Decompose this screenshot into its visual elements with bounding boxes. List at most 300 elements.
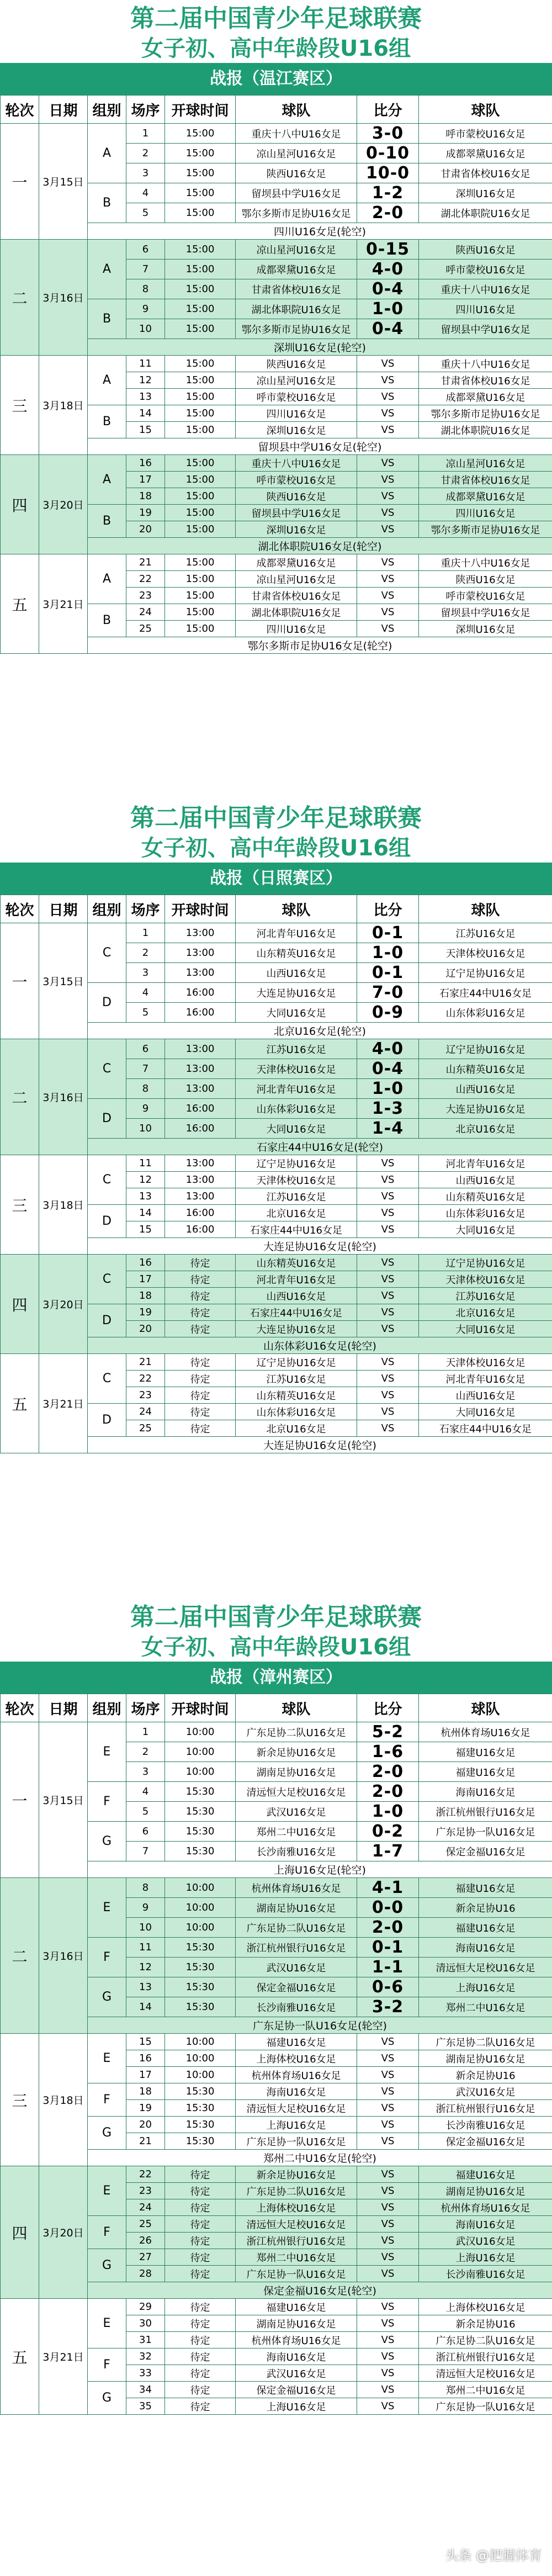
match-row [1, 1354, 552, 1371]
home-team-cell: 凉山星河U16女足 [236, 571, 357, 588]
round-cell: 五 [1, 2299, 39, 2415]
league-title: 第二届中国青少年足球联赛 [130, 1603, 422, 1631]
home-team-cell: 石家庄44中U16女足 [236, 1304, 357, 1321]
away-team-cell: 湖南足协U16女足 [419, 2050, 552, 2067]
column-header: 组别 [88, 96, 126, 124]
score-cell: VS [357, 521, 419, 538]
match-number-cell: 33 [126, 2365, 165, 2382]
match-number-cell: 23 [126, 2183, 165, 2199]
score-cell: VS [357, 1288, 419, 1304]
match-number-cell: 25 [126, 621, 165, 637]
away-team-cell: 河北青年U16女足 [419, 1371, 552, 1387]
home-team-cell: 呼市蒙校U16女足 [236, 472, 357, 488]
home-team-cell: 河北青年U16女足 [236, 923, 357, 943]
league-title: 第二届中国青少年足球联赛 [130, 804, 422, 832]
away-team-cell: 天津体校U16女足 [419, 1354, 552, 1371]
column-header: 轮次 [1, 895, 39, 923]
group-cell: B [88, 183, 126, 223]
kickoff-time-cell: 16:00 [165, 1099, 236, 1119]
away-team-cell: 成都翠黛U16女足 [419, 389, 552, 405]
kickoff-time-cell: 15:00 [165, 604, 236, 621]
home-team-cell: 深圳U16女足 [236, 521, 357, 538]
home-team-cell: 甘肃省体校U16女足 [236, 588, 357, 604]
score-cell: VS [357, 2100, 419, 2117]
match-number-cell: 4 [126, 983, 165, 1003]
score-cell: 1-2 [357, 183, 419, 203]
away-team-cell: 保定金福U16女足 [419, 1842, 552, 1861]
match-number-cell: 7 [126, 260, 165, 279]
date-cell: 3月15日 [39, 923, 88, 1039]
kickoff-time-cell: 待定 [165, 2299, 236, 2315]
match-number-cell: 25 [126, 1420, 165, 1437]
home-team-cell: 四川U16女足 [236, 621, 357, 637]
home-team-cell: 山东精英U16女足 [236, 1255, 357, 1271]
match-number-cell: 3 [126, 1762, 165, 1782]
kickoff-time-cell: 15:30 [165, 1997, 236, 2017]
away-team-cell: 杭州体育场U16女足 [419, 2199, 552, 2216]
round-cell: 二 [1, 1878, 39, 2034]
report-section [0, 1599, 552, 2415]
bye-team-cell: 大连足协U16女足(轮空) [88, 1437, 552, 1453]
home-team-cell: 北京U16女足 [236, 1205, 357, 1221]
kickoff-time-cell: 待定 [165, 1420, 236, 1437]
away-team-cell: 深圳U16女足 [419, 183, 552, 203]
away-team-cell: 武汉U16女足 [419, 2233, 552, 2249]
score-cell: 0-0 [357, 1898, 419, 1918]
score-cell: VS [357, 422, 419, 438]
match-number-cell: 19 [126, 1304, 165, 1321]
away-team-cell: 浙江杭州银行U16女足 [419, 2348, 552, 2365]
match-number-cell: 10 [126, 1918, 165, 1938]
column-header: 比分 [357, 895, 419, 923]
group-cell: G [88, 1977, 126, 2017]
date-cell: 3月20日 [39, 455, 88, 554]
group-cell: D [88, 1205, 126, 1238]
score-cell: VS [357, 2083, 419, 2100]
score-cell: VS [357, 1155, 419, 1172]
report-banner [0, 0, 552, 63]
score-cell: 3-0 [357, 124, 419, 144]
kickoff-time-cell: 15:00 [165, 163, 236, 183]
score-cell: VS [357, 2216, 419, 2233]
home-team-cell: 湖北体职院U16女足 [236, 604, 357, 621]
match-number-cell: 35 [126, 2398, 165, 2415]
home-team-cell: 天津体校U16女足 [236, 1172, 357, 1188]
match-number-cell: 10 [126, 319, 165, 339]
away-team-cell: 海南U16女足 [419, 2216, 552, 2233]
home-team-cell: 凉山星河U16女足 [236, 144, 357, 163]
score-cell: 0-15 [357, 240, 419, 260]
score-cell: VS [357, 571, 419, 588]
column-header: 场序 [126, 895, 165, 923]
home-team-cell: 河北青年U16女足 [236, 1271, 357, 1288]
away-team-cell: 呼市蒙校U16女足 [419, 260, 552, 279]
home-team-cell: 山西U16女足 [236, 1288, 357, 1304]
match-row [1, 554, 552, 571]
home-team-cell: 成都翠黛U16女足 [236, 554, 357, 571]
home-team-cell: 留坝县中学U16女足 [236, 505, 357, 521]
home-team-cell: 重庆十八中U16女足 [236, 455, 357, 472]
match-number-cell: 5 [126, 1003, 165, 1023]
match-number-cell: 18 [126, 488, 165, 505]
score-cell: VS [357, 2034, 419, 2050]
home-team-cell: 四川U16女足 [236, 405, 357, 422]
kickoff-time-cell: 15:00 [165, 319, 236, 339]
kickoff-time-cell: 10:00 [165, 1742, 236, 1762]
kickoff-time-cell: 15:00 [165, 488, 236, 505]
group-cell: A [88, 356, 126, 405]
score-cell: VS [357, 1172, 419, 1188]
match-number-cell: 14 [126, 1205, 165, 1221]
home-team-cell: 鄂尔多斯市足协U16女足 [236, 319, 357, 339]
match-number-cell: 2 [126, 943, 165, 963]
home-team-cell: 山东精英U16女足 [236, 943, 357, 963]
score-cell: 2-0 [357, 203, 419, 223]
home-team-cell: 郑州二中U16女足 [236, 2249, 357, 2266]
score-cell: VS [357, 455, 419, 472]
match-number-cell: 6 [126, 1039, 165, 1059]
fixture-table [0, 1694, 552, 2415]
group-cell: D [88, 1404, 126, 1437]
group-cell: C [88, 1039, 126, 1099]
match-number-cell: 20 [126, 521, 165, 538]
bye-team-cell: 留坝县中学U16女足(轮空) [88, 438, 552, 455]
score-cell: 0-4 [357, 319, 419, 339]
match-number-cell: 23 [126, 588, 165, 604]
score-cell: VS [357, 2166, 419, 2183]
away-team-cell: 辽宁足协U16女足 [419, 1039, 552, 1059]
away-team-cell: 大同U16女足 [419, 1404, 552, 1420]
away-team-cell: 郑州二中U16女足 [419, 1997, 552, 2017]
group-cell: A [88, 554, 126, 604]
match-number-cell: 20 [126, 2117, 165, 2133]
away-team-cell: 上海U16女足 [419, 2249, 552, 2266]
score-cell: VS [357, 1404, 419, 1420]
match-row [1, 2166, 552, 2183]
kickoff-time-cell: 待定 [165, 2315, 236, 2332]
match-number-cell: 21 [126, 2133, 165, 2150]
home-team-cell: 长沙南雅U16女足 [236, 1997, 357, 2017]
score-cell: 0-1 [357, 963, 419, 983]
score-cell: VS [357, 1271, 419, 1288]
match-number-cell: 7 [126, 1059, 165, 1079]
home-team-cell: 湖南足协U16女足 [236, 2315, 357, 2332]
match-number-cell: 22 [126, 2166, 165, 2183]
match-number-cell: 1 [126, 1722, 165, 1742]
match-number-cell: 21 [126, 1354, 165, 1371]
column-header: 开球时间 [165, 895, 236, 923]
match-number-cell: 24 [126, 2199, 165, 2216]
kickoff-time-cell: 15:00 [165, 472, 236, 488]
kickoff-time-cell: 15:00 [165, 422, 236, 438]
kickoff-time-cell: 待定 [165, 2365, 236, 2382]
group-cell: F [88, 1782, 126, 1822]
date-cell: 3月21日 [39, 554, 88, 654]
away-team-cell: 湖北体职院U16女足 [419, 422, 552, 438]
date-cell: 3月16日 [39, 1878, 88, 2034]
group-cell: D [88, 983, 126, 1023]
match-number-cell: 19 [126, 2100, 165, 2117]
away-team-cell: 留坝县中学U16女足 [419, 319, 552, 339]
kickoff-time-cell: 待定 [165, 2266, 236, 2282]
home-team-cell: 郑州二中U16女足 [236, 1822, 357, 1842]
watermark: 头条 @把握体育 [445, 2548, 542, 2563]
away-team-cell: 四川U16女足 [419, 299, 552, 319]
home-team-cell: 上海体校U16女足 [236, 2050, 357, 2067]
kickoff-time-cell: 13:00 [165, 1079, 236, 1099]
round-cell: 五 [1, 1354, 39, 1453]
date-cell: 3月20日 [39, 1255, 88, 1354]
home-team-cell: 石家庄44中U16女足 [236, 1221, 357, 1238]
kickoff-time-cell: 待定 [165, 1255, 236, 1271]
kickoff-time-cell: 16:00 [165, 1119, 236, 1139]
match-number-cell: 8 [126, 279, 165, 299]
date-cell: 3月18日 [39, 2034, 88, 2166]
score-cell: 0-6 [357, 1977, 419, 1997]
match-row [1, 356, 552, 372]
score-cell: VS [357, 1420, 419, 1437]
home-team-cell: 杭州体育场U16女足 [236, 2332, 357, 2348]
column-header: 日期 [39, 96, 88, 124]
match-number-cell: 32 [126, 2348, 165, 2365]
kickoff-time-cell: 15:30 [165, 2083, 236, 2100]
group-cell: E [88, 1722, 126, 1782]
round-cell: 三 [1, 356, 39, 455]
away-team-cell: 呼市蒙校U16女足 [419, 124, 552, 144]
match-row [1, 240, 552, 260]
home-team-cell: 清远恒大足校U16女足 [236, 2216, 357, 2233]
kickoff-time-cell: 待定 [165, 1371, 236, 1387]
match-number-cell: 16 [126, 2050, 165, 2067]
kickoff-time-cell: 待定 [165, 2332, 236, 2348]
match-number-cell: 1 [126, 923, 165, 943]
score-cell: 4-0 [357, 1039, 419, 1059]
group-cell: B [88, 405, 126, 438]
group-cell: C [88, 1255, 126, 1304]
home-team-cell: 大连足协U16女足 [236, 983, 357, 1003]
away-team-cell: 上海U16女足 [419, 1977, 552, 1997]
round-cell: 一 [1, 124, 39, 240]
round-cell: 一 [1, 923, 39, 1039]
score-cell: VS [357, 1321, 419, 1337]
round-cell: 二 [1, 240, 39, 356]
table-header-row [1, 1694, 552, 1722]
away-team-cell: 保定金福U16女足 [419, 2133, 552, 2150]
score-cell: 1-4 [357, 1119, 419, 1139]
group-cell: E [88, 1878, 126, 1938]
away-team-cell: 山西U16女足 [419, 1387, 552, 1404]
score-cell: VS [357, 2249, 419, 2266]
kickoff-time-cell: 待定 [165, 1387, 236, 1404]
home-team-cell: 保定金福U16女足 [236, 2382, 357, 2398]
kickoff-time-cell: 15:00 [165, 505, 236, 521]
away-team-cell: 辽宁足协U16女足 [419, 1255, 552, 1271]
kickoff-time-cell: 待定 [165, 2216, 236, 2233]
away-team-cell: 重庆十八中U16女足 [419, 554, 552, 571]
group-cell: F [88, 2348, 126, 2382]
home-team-cell: 山东精英U16女足 [236, 1387, 357, 1404]
match-number-cell: 9 [126, 1099, 165, 1119]
score-cell: 1-0 [357, 943, 419, 963]
away-team-cell: 清远恒大足校U16女足 [419, 2365, 552, 2382]
score-cell: VS [357, 472, 419, 488]
match-number-cell: 15 [126, 422, 165, 438]
away-team-cell: 北京U16女足 [419, 1119, 552, 1139]
home-team-cell: 武汉U16女足 [236, 1802, 357, 1822]
report-banner [0, 1599, 552, 1662]
kickoff-time-cell: 16:00 [165, 1205, 236, 1221]
score-cell: VS [357, 389, 419, 405]
kickoff-time-cell: 待定 [165, 1404, 236, 1420]
column-header: 球队 [419, 895, 552, 923]
away-team-cell: 武汉U16女足 [419, 2083, 552, 2100]
away-team-cell: 上海体校U16女足 [419, 2299, 552, 2315]
score-cell: 7-0 [357, 983, 419, 1003]
home-team-cell: 陕西U16女足 [236, 163, 357, 183]
kickoff-time-cell: 10:00 [165, 1898, 236, 1918]
home-team-cell: 浙江杭州银行U16女足 [236, 2233, 357, 2249]
date-cell: 3月15日 [39, 1722, 88, 1878]
group-cell: A [88, 124, 126, 183]
score-cell: VS [357, 2348, 419, 2365]
group-cell: A [88, 455, 126, 505]
kickoff-time-cell: 15:00 [165, 124, 236, 144]
group-cell: G [88, 2382, 126, 2415]
group-cell: G [88, 2249, 126, 2282]
group-cell: F [88, 1938, 126, 1977]
away-team-cell: 海南U16女足 [419, 1782, 552, 1802]
match-number-cell: 11 [126, 1155, 165, 1172]
match-number-cell: 23 [126, 1387, 165, 1404]
home-team-cell: 大同U16女足 [236, 1003, 357, 1023]
home-team-cell: 陕西U16女足 [236, 356, 357, 372]
away-team-cell: 新余足协U16 [419, 2315, 552, 2332]
match-number-cell: 28 [126, 2266, 165, 2282]
kickoff-time-cell: 待定 [165, 2183, 236, 2199]
kickoff-time-cell: 13:00 [165, 1155, 236, 1172]
group-cell: F [88, 2083, 126, 2117]
kickoff-time-cell: 待定 [165, 1271, 236, 1288]
kickoff-time-cell: 13:00 [165, 963, 236, 983]
home-team-cell: 北京U16女足 [236, 1420, 357, 1437]
score-cell: VS [357, 2266, 419, 2282]
home-team-cell: 浙江杭州银行U16女足 [236, 1938, 357, 1958]
score-cell: VS [357, 405, 419, 422]
match-number-cell: 21 [126, 554, 165, 571]
group-cell: A [88, 240, 126, 299]
match-number-cell: 17 [126, 472, 165, 488]
score-cell: 10-0 [357, 163, 419, 183]
kickoff-time-cell: 15:30 [165, 1782, 236, 1802]
match-number-cell: 5 [126, 203, 165, 223]
match-row [1, 2299, 552, 2315]
round-cell: 三 [1, 1155, 39, 1255]
home-team-cell: 上海U16女足 [236, 2398, 357, 2415]
kickoff-time-cell: 15:30 [165, 2133, 236, 2150]
home-team-cell: 清远恒大足校U16女足 [236, 1782, 357, 1802]
kickoff-time-cell: 15:00 [165, 588, 236, 604]
kickoff-time-cell: 15:00 [165, 389, 236, 405]
away-team-cell: 杭州体育场U16女足 [419, 1722, 552, 1742]
away-team-cell: 重庆十八中U16女足 [419, 356, 552, 372]
kickoff-time-cell: 15:00 [165, 260, 236, 279]
match-number-cell: 34 [126, 2382, 165, 2398]
home-team-cell: 甘肃省体校U16女足 [236, 279, 357, 299]
date-cell: 3月21日 [39, 1354, 88, 1453]
away-team-cell: 甘肃省体校U16女足 [419, 163, 552, 183]
match-number-cell: 29 [126, 2299, 165, 2315]
away-team-cell: 深圳U16女足 [419, 621, 552, 637]
kickoff-time-cell: 待定 [165, 2249, 236, 2266]
home-team-cell: 河北青年U16女足 [236, 1079, 357, 1099]
match-number-cell: 10 [126, 1119, 165, 1139]
away-team-cell: 鄂尔多斯市足协U16女足 [419, 521, 552, 538]
kickoff-time-cell: 13:00 [165, 1039, 236, 1059]
match-number-cell: 14 [126, 1997, 165, 2017]
kickoff-time-cell: 15:00 [165, 183, 236, 203]
group-cell: E [88, 2034, 126, 2083]
score-cell: VS [357, 1221, 419, 1238]
column-header: 球队 [419, 1694, 552, 1722]
score-cell: 1-7 [357, 1842, 419, 1861]
bye-team-cell: 郑州二中U16女足(轮空) [88, 2150, 552, 2166]
kickoff-time-cell: 待定 [165, 2199, 236, 2216]
score-cell: VS [357, 488, 419, 505]
away-team-cell: 成都翠黛U16女足 [419, 144, 552, 163]
match-number-cell: 13 [126, 1188, 165, 1205]
home-team-cell: 大同U16女足 [236, 1119, 357, 1139]
score-cell: VS [357, 621, 419, 637]
column-header: 球队 [236, 895, 357, 923]
score-cell: VS [357, 2199, 419, 2216]
score-cell: 2-0 [357, 1762, 419, 1782]
bye-team-cell: 保定金福U16女足(轮空) [88, 2282, 552, 2299]
away-team-cell: 江苏U16女足 [419, 923, 552, 943]
column-header: 轮次 [1, 96, 39, 124]
home-team-cell: 江苏U16女足 [236, 1188, 357, 1205]
division-title: 战报（日照赛区） [0, 863, 552, 895]
match-row [1, 1255, 552, 1271]
kickoff-time-cell: 15:30 [165, 2117, 236, 2133]
kickoff-time-cell: 16:00 [165, 983, 236, 1003]
match-number-cell: 3 [126, 963, 165, 983]
score-cell: 0-2 [357, 1822, 419, 1842]
score-cell: VS [357, 2398, 419, 2415]
home-team-cell: 凉山星河U16女足 [236, 372, 357, 389]
division-title: 战报（温江赛区） [0, 63, 552, 95]
score-cell: 1-6 [357, 1742, 419, 1762]
date-cell: 3月20日 [39, 2166, 88, 2299]
away-team-cell: 福建U16女足 [419, 1742, 552, 1762]
match-number-cell: 17 [126, 1271, 165, 1288]
home-team-cell: 天津体校U16女足 [236, 1059, 357, 1079]
column-header: 开球时间 [165, 96, 236, 124]
kickoff-time-cell: 10:00 [165, 2034, 236, 2050]
away-team-cell: 山西U16女足 [419, 1172, 552, 1188]
away-team-cell: 浙江杭州银行U16女足 [419, 1802, 552, 1822]
column-header: 日期 [39, 895, 88, 923]
column-header: 球队 [236, 96, 357, 124]
kickoff-time-cell: 13:00 [165, 943, 236, 963]
score-cell: 0-1 [357, 923, 419, 943]
date-cell: 3月16日 [39, 1039, 88, 1155]
kickoff-time-cell: 15:30 [165, 1938, 236, 1958]
match-number-cell: 4 [126, 183, 165, 203]
home-team-cell: 湖南足协U16女足 [236, 1898, 357, 1918]
home-team-cell: 广东足协一队U16女足 [236, 2266, 357, 2282]
home-team-cell: 大连足协U16女足 [236, 1321, 357, 1337]
kickoff-time-cell: 13:00 [165, 1172, 236, 1188]
